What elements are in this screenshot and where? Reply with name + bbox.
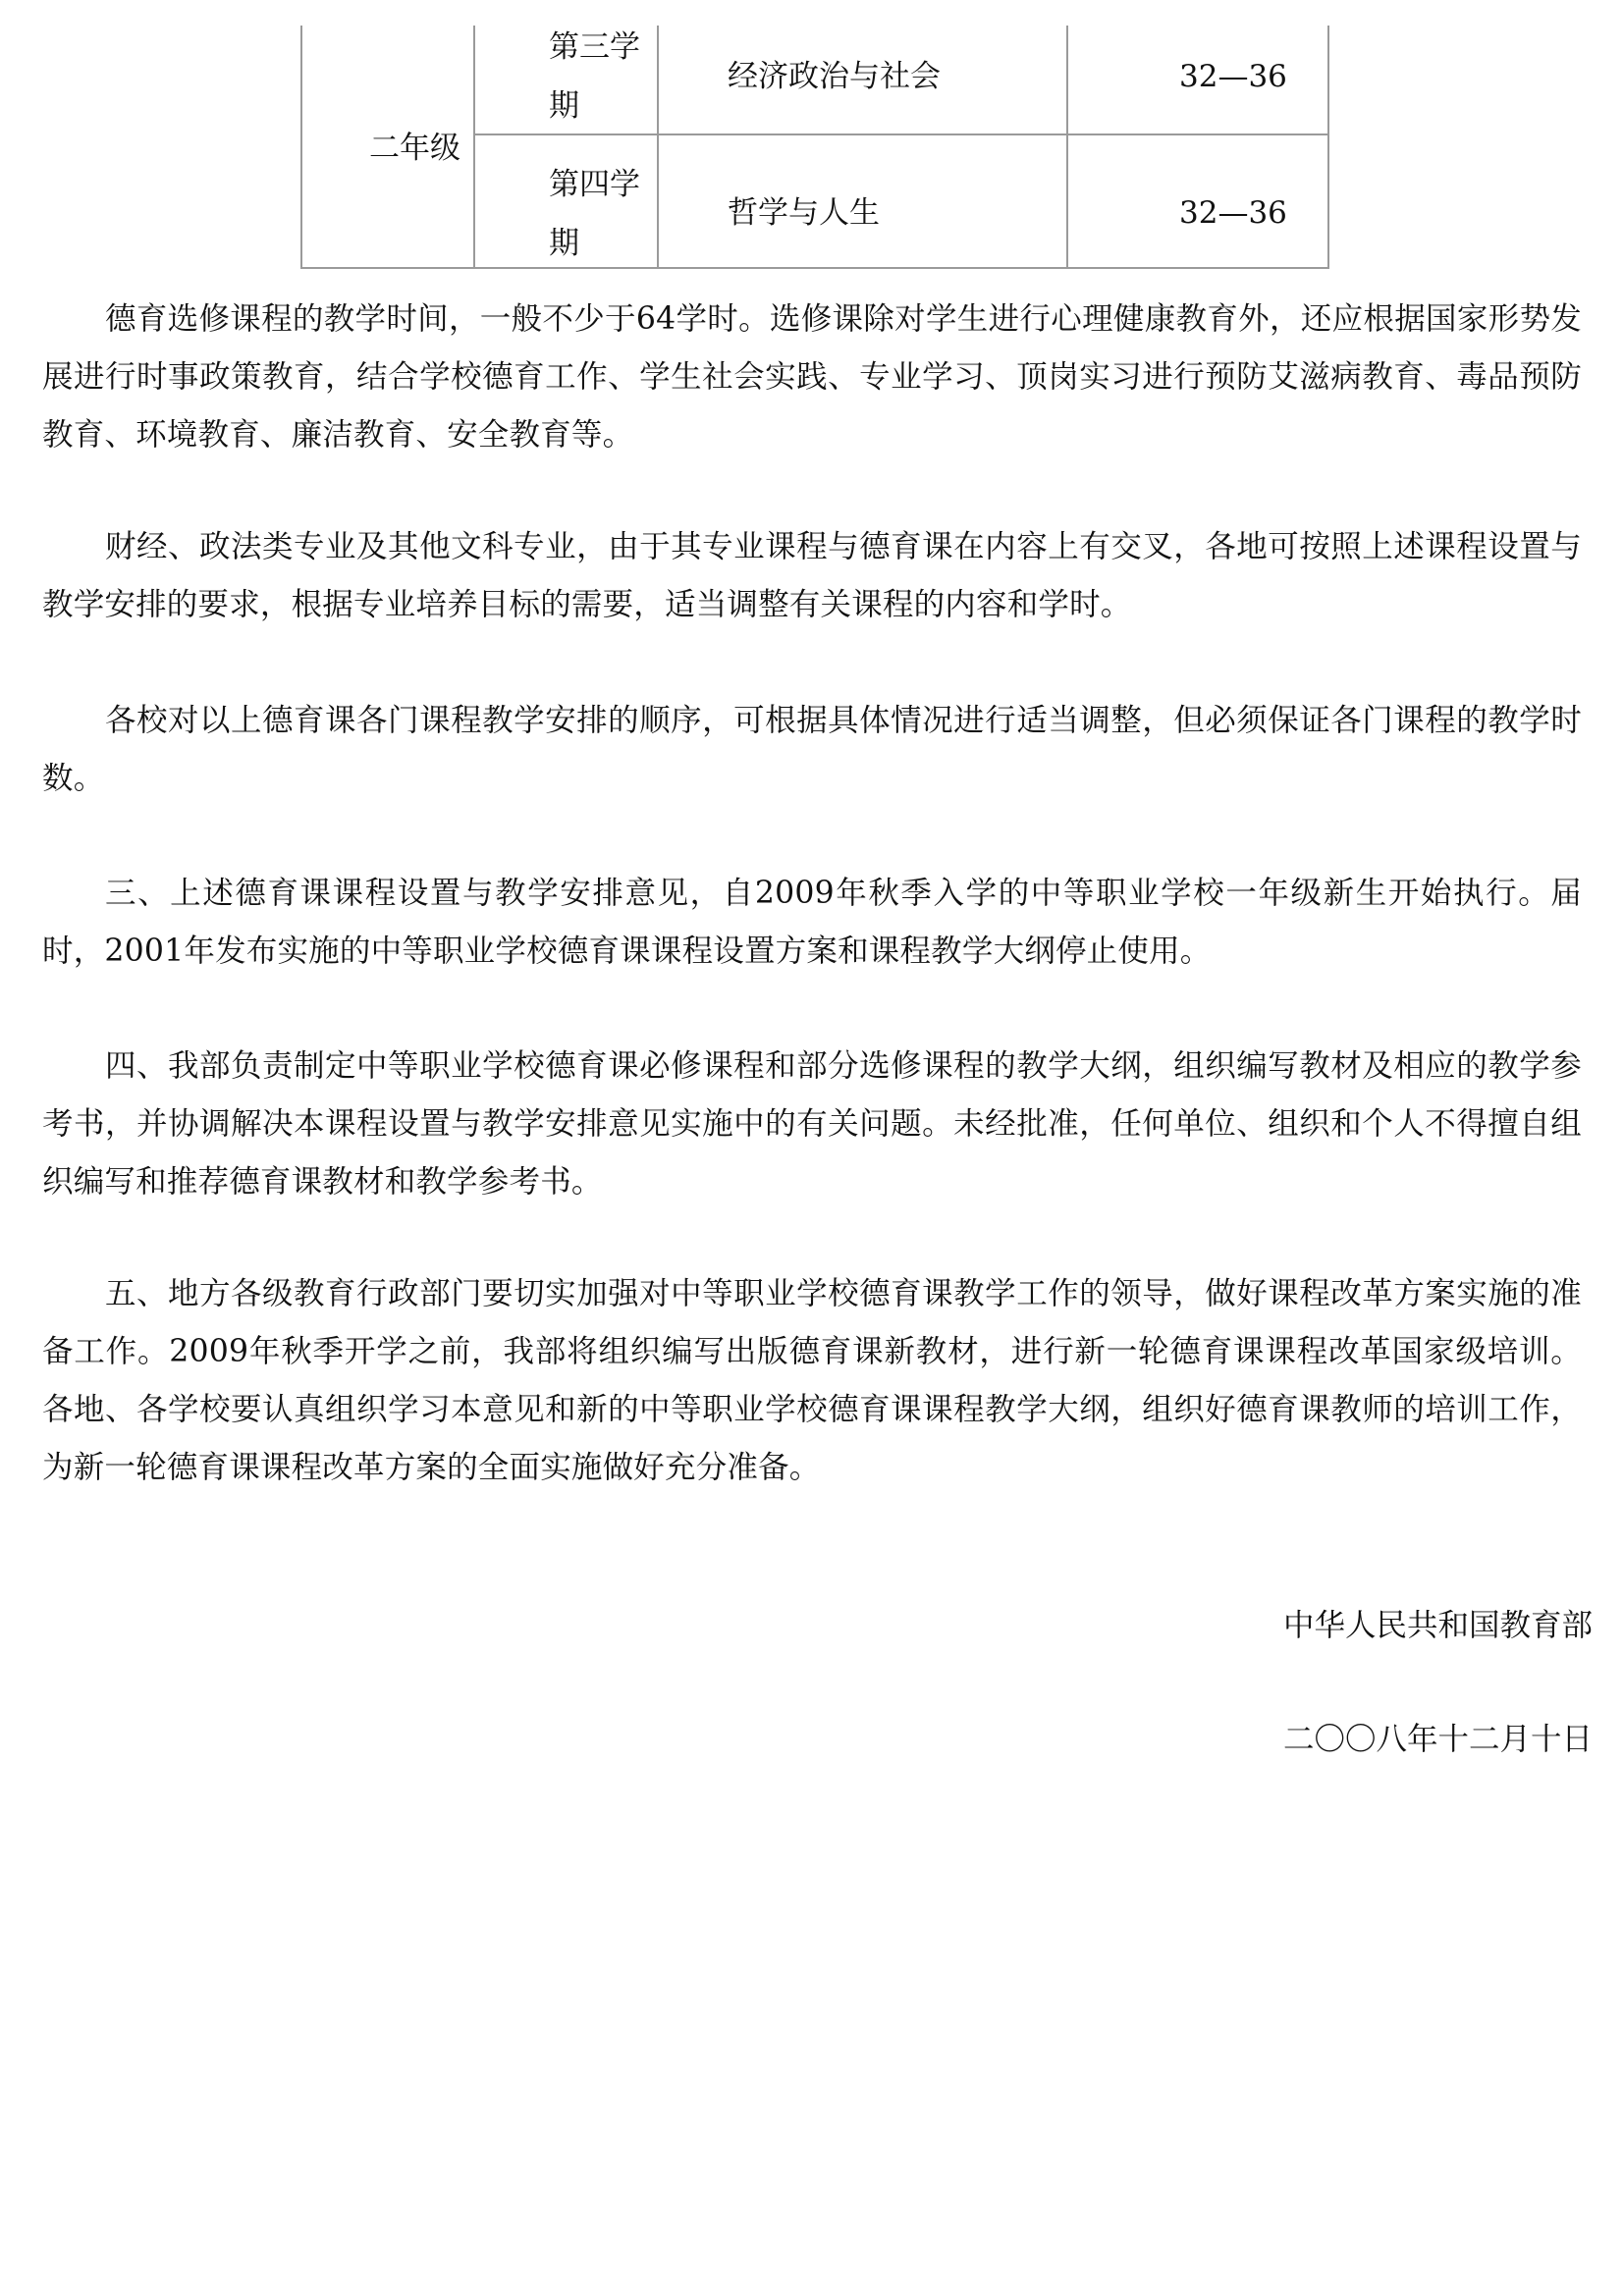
table-divider <box>473 26 475 269</box>
table-border-right <box>1327 26 1329 269</box>
paragraph-finance-law: 财经、政法类专业及其他文科专业，由于其专业课程与德育课在内容上有交叉，各地可按照上述课程设置与教学安排的要求，根据专业培养目标的需要，适当调整有关课程的内容和学时。 <box>42 529 1582 622</box>
paragraph-section-four: 四、我部负责制定中等职业学校德育课必修课程和部分选修课程的教学大纲，组织编写教材及相应的教学参考书，并协调解决本课程设置与教学安排意见实施中的有关问题。未经批准，任何单位、组织和个人不得擅自组织编写和推荐德育课教材和教学参考书。 <box>42 1048 1582 1200</box>
table-row-divider <box>473 133 1329 135</box>
table-divider <box>657 26 659 269</box>
table-border-bottom <box>300 267 1329 269</box>
issue-date: 二〇〇八年十二月十日 <box>1282 1722 1593 1757</box>
course-cell: 哲学与人生 <box>728 195 880 231</box>
course-table <box>300 26 1329 269</box>
grade-cell: 二年级 <box>369 131 460 166</box>
hours-cell: 32—36 <box>1179 59 1287 94</box>
table-border-left <box>300 26 302 269</box>
term-cell-line2: 期 <box>549 88 579 124</box>
term-cell-line2: 期 <box>549 226 579 261</box>
paragraph-ordering: 各校对以上德育课各门课程教学安排的顺序，可根据具体情况进行适当调整，但必须保证各门课程的教学时数。 <box>42 703 1582 796</box>
table-divider <box>1066 26 1068 269</box>
term-cell-line1: 第三学 <box>549 29 640 65</box>
course-cell: 经济政治与社会 <box>728 59 941 94</box>
hours-cell: 32—36 <box>1179 195 1287 231</box>
term-cell-line1: 第四学 <box>549 167 640 202</box>
paragraph-section-five: 五、地方各级教育行政部门要切实加强对中等职业学校德育课教学工作的领导，做好课程改革方案实施的准备工作。2009年秋季开学之前，我部将组织编写出版德育课新教材，进行新一轮德育课课程改革国家级培训。各地、各学校要认真组织学习本意见和新的中等职业学校德育课课程教学大纲，组织好德育课教师的培训工作，为新一轮德育课课程改革方案的全面实施做好充分准备。 <box>42 1276 1582 1485</box>
paragraph-section-three: 三、上述德育课课程设置与教学安排意见，自2009年秋季入学的中等职业学校一年级新生开始执行。届时，2001年发布实施的中等职业学校德育课课程设置方案和课程教学大纲停止使用。 <box>42 876 1582 969</box>
issuer-name: 中华人民共和国教育部 <box>1282 1608 1593 1643</box>
paragraph-elective-hours: 德育选修课程的教学时间，一般不少于64学时。选修课除对学生进行心理健康教育外，还应根据国家形势发展进行时事政策教育，结合学校德育工作、学生社会实践、专业学习、顶岗实习进行预防艾滋病教育、毒品预防教育、环境教育、廉洁教育、安全教育等。 <box>42 301 1582 453</box>
